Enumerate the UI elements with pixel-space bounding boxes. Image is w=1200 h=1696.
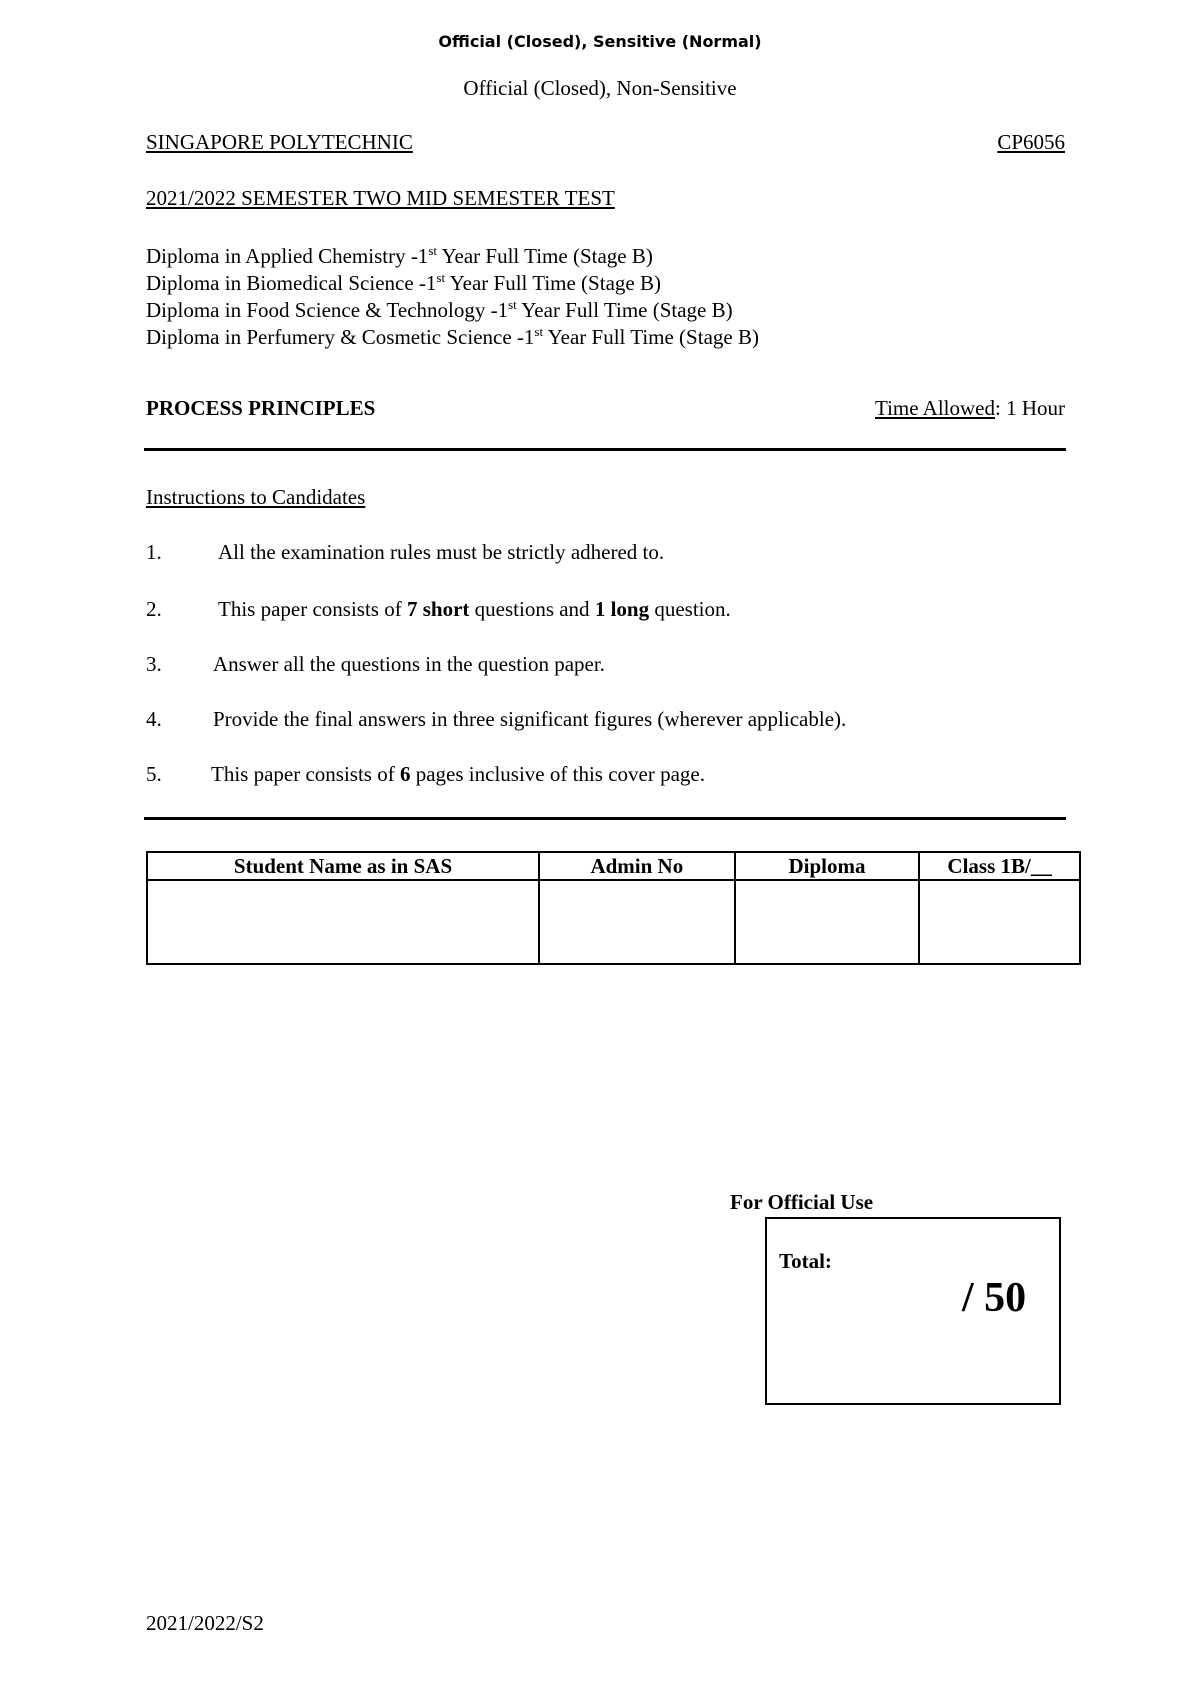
classification-marking: Official (Closed), Sensitive (Normal) [438, 32, 762, 51]
instruction-number: 4. [146, 707, 162, 731]
instruction-text: This paper consists of 7 short questions and 1 long question. [218, 597, 731, 621]
diploma-line: Diploma in Applied Chemistry -1st Year Full Time (Stage B) [146, 243, 653, 268]
instruction-number: 1. [146, 540, 162, 564]
diploma-line: Diploma in Food Science & Technology -1st Year Full Time (Stage B) [146, 297, 733, 322]
total-score: / 50 [962, 1275, 1027, 1321]
divider-bottom [144, 817, 1066, 820]
admin-no-cell[interactable] [539, 880, 735, 964]
module-code: CP6056 [997, 130, 1065, 154]
official-use-label: For Official Use [730, 1190, 874, 1214]
instruction-text: Answer all the questions in the question paper. [213, 652, 605, 676]
diploma-line: Diploma in Biomedical Science -1st Year Full Time (Stage B) [146, 270, 661, 295]
instruction-number: 2. [146, 597, 162, 621]
footer-code: 2021/2022/S2 [146, 1611, 264, 1635]
instruction-number: 3. [146, 652, 162, 676]
column-header: Student Name as in SAS [147, 852, 539, 880]
instruction-text: All the examination rules must be strictly adhered to. [218, 540, 665, 564]
institution-name: SINGAPORE POLYTECHNIC [146, 130, 413, 154]
classification-subtitle: Official (Closed), Non-Sensitive [463, 76, 737, 100]
test-title: 2021/2022 SEMESTER TWO MID SEMESTER TEST [146, 186, 615, 210]
diploma-cell[interactable] [735, 880, 920, 964]
instruction-number: 5. [146, 762, 162, 786]
divider-top [144, 448, 1066, 451]
class-cell[interactable] [919, 880, 1080, 964]
student-name-cell[interactable] [147, 880, 539, 964]
subject-title: PROCESS PRINCIPLES [146, 396, 376, 420]
time-allowed: Time Allowed: 1 Hour [875, 396, 1065, 420]
table-header-row [147, 852, 1080, 880]
column-header: Diploma [735, 852, 920, 880]
official-use-box [765, 1217, 1061, 1405]
table-row [147, 880, 1080, 964]
student-details-table [146, 851, 1081, 965]
column-header: Class 1B/__ [919, 852, 1080, 880]
instructions-heading: Instructions to Candidates [146, 485, 366, 509]
instruction-text: This paper consists of 6 pages inclusive of this cover page. [211, 762, 705, 786]
instruction-text: Provide the final answers in three significant figures (wherever applicable). [213, 707, 847, 731]
diploma-line: Diploma in Perfumery & Cosmetic Science -1st Year Full Time (Stage B) [146, 324, 759, 349]
total-label: Total: [779, 1249, 832, 1273]
column-header: Admin No [539, 852, 735, 880]
